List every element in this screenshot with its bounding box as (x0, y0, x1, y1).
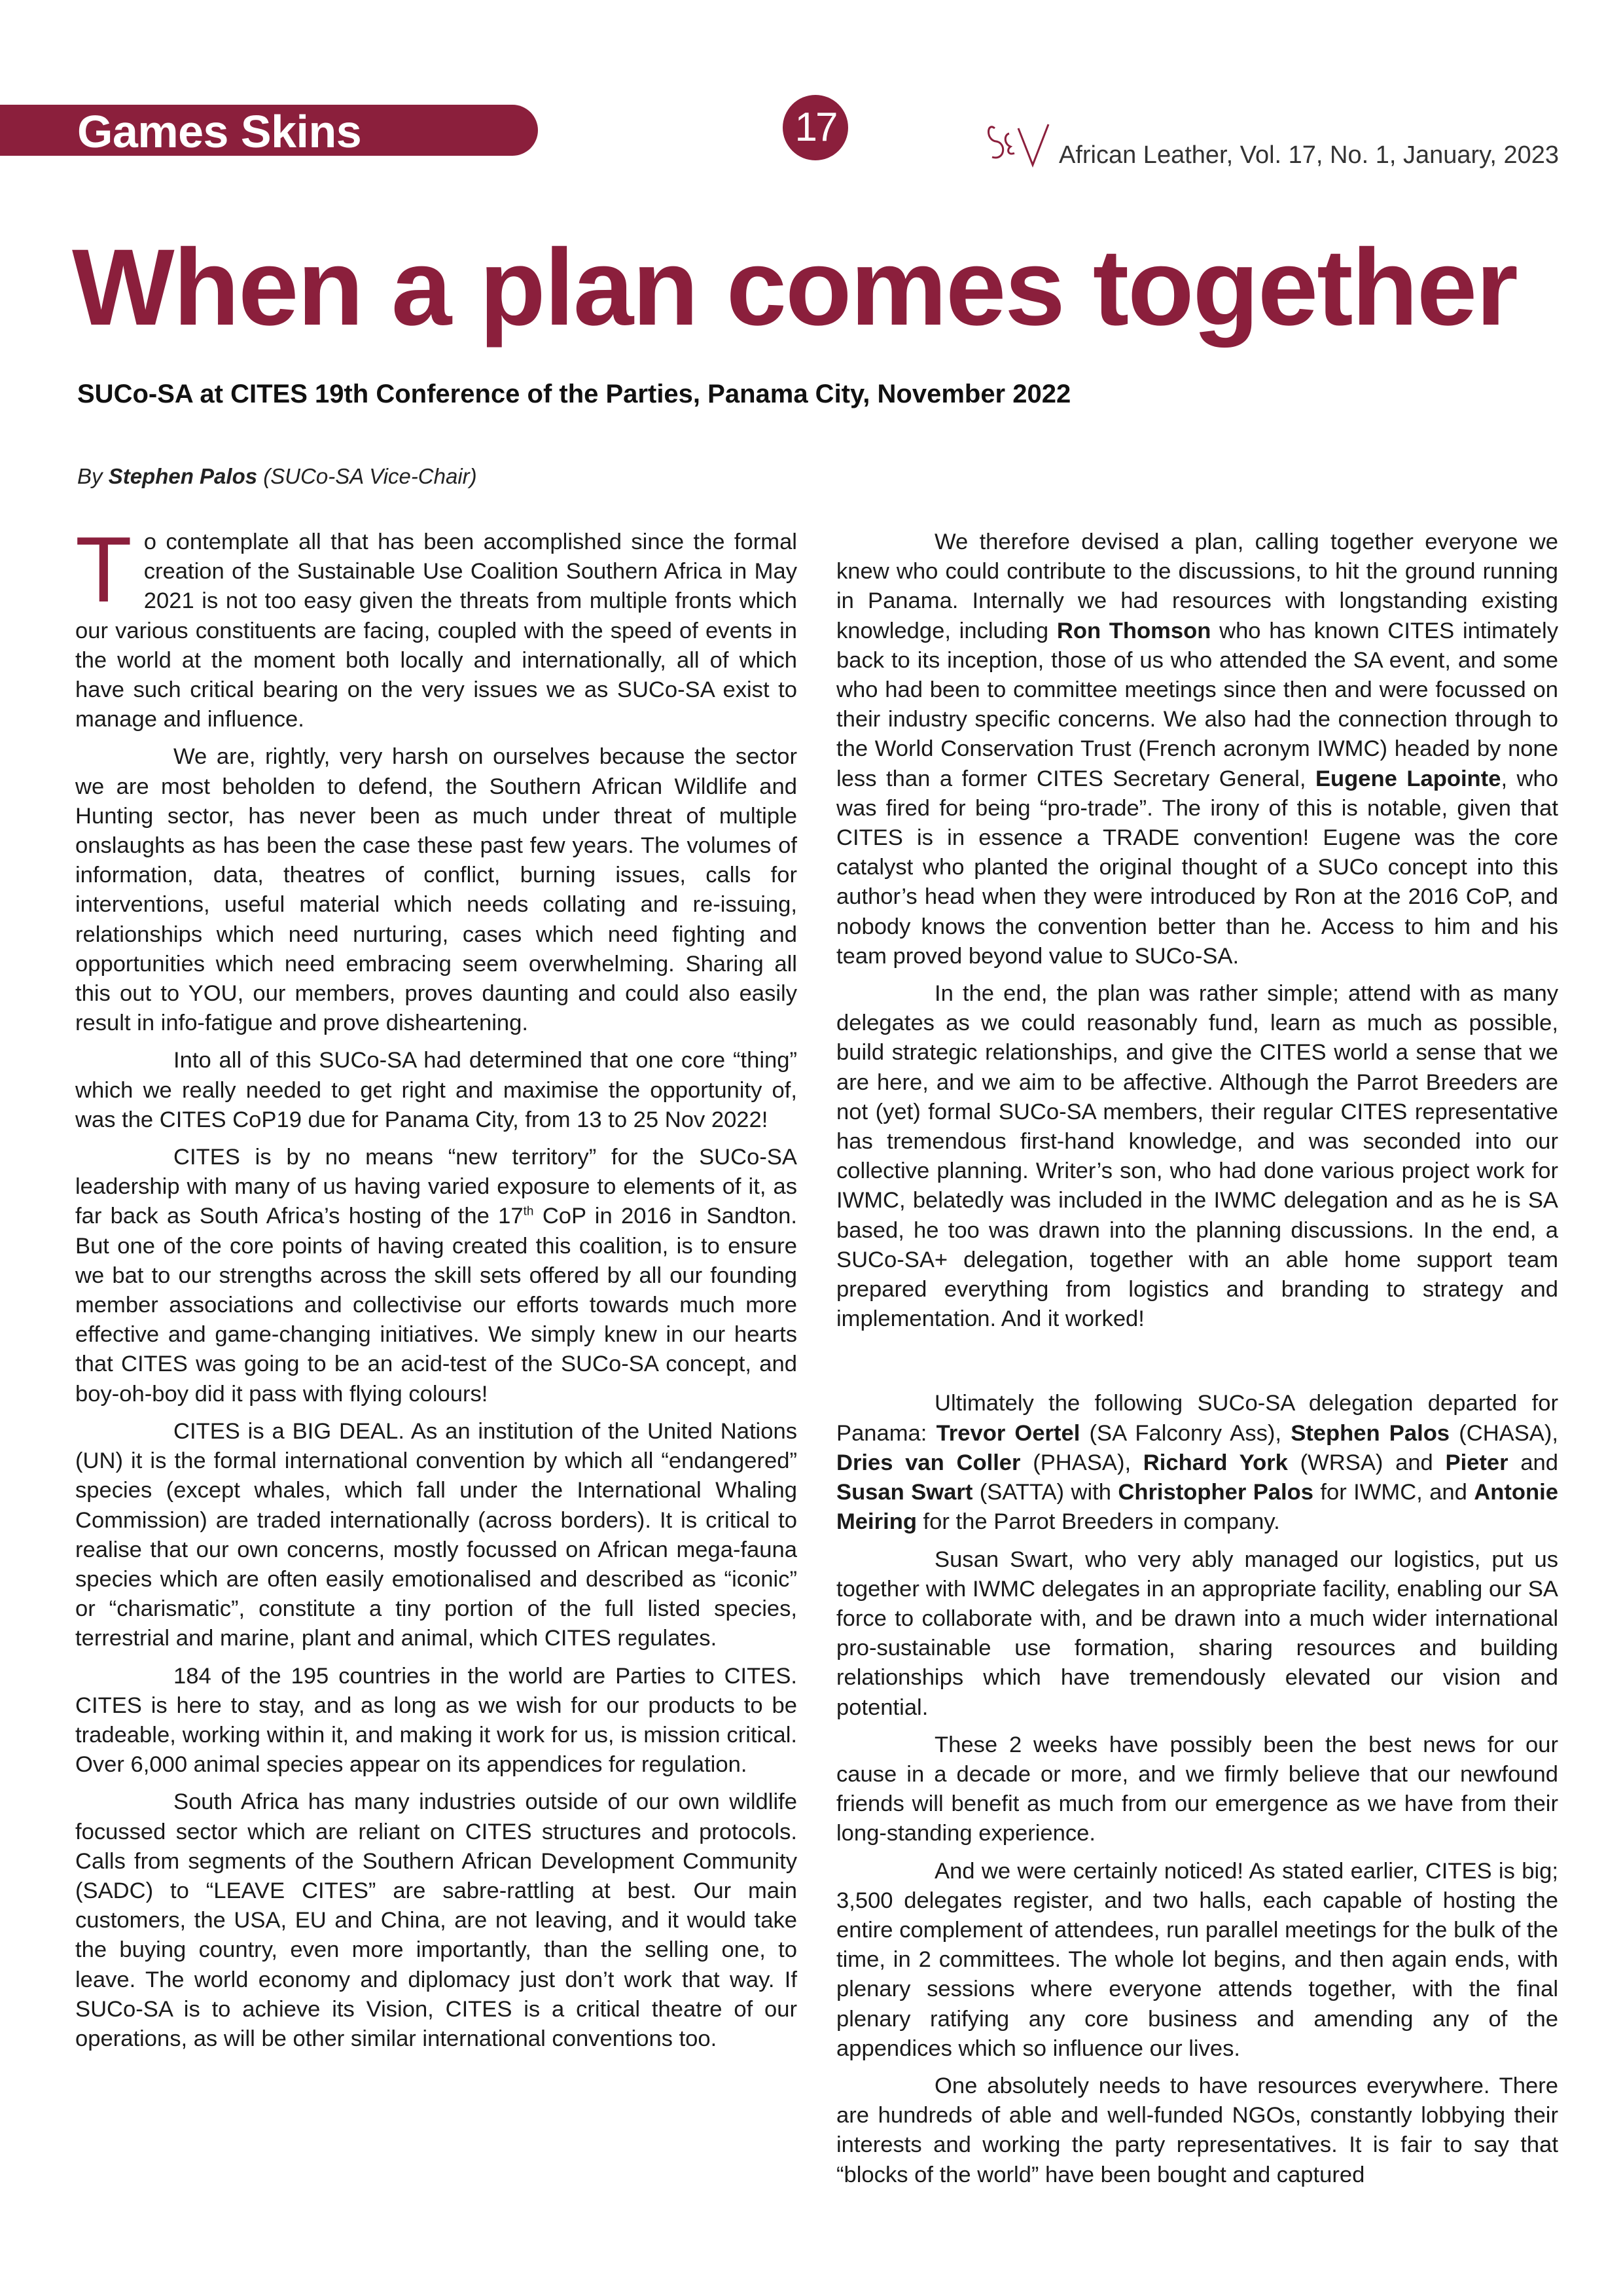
paragraph: Susan Swart, who very ably managed our logistics, put us together with IWMC delegates in an appropriate facility, enabling our SA force to collaborate with, and be drawn into a much wider international pro-sustainable use formation, sharing resources and building relationships which have tremendously elevated our vision and potential. (836, 1547, 1558, 1720)
left-column (75, 518, 797, 2062)
section-label: Games Skins (77, 106, 362, 157)
masthead (980, 109, 1559, 174)
headline: When a plan comes together (72, 227, 1517, 348)
byline (77, 460, 477, 493)
paragraph: CITES is by no means “new territory” for the SUCo-SA leadership with many of us having varied exposure to elements of it, as far back as South Africa’s hosting of the 17th CoP in 2016 in Sandton. But one of the core points of having created this coalition, is to ensure we bat to our strengths across the skill sets offered by all our founding member associations and collectivise our efforts towards much more effective and game-changing initiatives. We simply knew in our hearts that CITES was going to be an acid-test of the SUCo-SA concept, and boy-oh-boy did it pass with flying colours! (75, 1145, 797, 1407)
author-role: (SUCo-SA Vice-Chair) (263, 464, 477, 488)
paragraph: South Africa has many industries outside of our own wildlife focussed sector which are reliant on CITES structures and protocols. Calls from segments of the Southern African Development Community (SADC) to “LEAVE CITES” are sabre-rattling at best. Our main customers, the USA, EU and China, are not leaving, and it would take the buying country, even more importantly, than the selling one, to leave. The world economy and diplomacy just don’t work that way. If SUCo-SA is to achieve its Vision, CITES is a critical theatre of our operations, as will be other similar international conventions too. (75, 1789, 797, 2051)
subheadline: SUCo-SA at CITES 19th Conference of the Parties, Panama City, November 2022 (77, 380, 1071, 408)
paragraph: We therefore devised a plan, calling together everyone we knew who could contribute to the discussions, to hit the ground running in Panama. Internally we had resources with longstanding existing knowledge, including Ron Thomson who has known CITES intimately back to its inception, those of us who attended the SA event, and some who had been to committee meetings since then and were focussed on their industry specific concerns. We also had the connection through to the World Conservation Trust (French acronym IWMC) headed by none less than a former CITES Secretary General, Eugene Lapointe, who was fired for being “pro-trade”. The irony of this is notable, given that CITES is in essence a TRADE convention! Eugene was the core catalyst who planted the original thought of a SUCo concept into this author’s head when they were introduced by Ron at the 2016 CoP, and nobody knows the convention better than he. Access to him and his team proved beyond value to SUCo-SA. (836, 529, 1558, 969)
paragraph: Ultimately the following SUCo-SA delegation departed for Panama: Trevor Oertel (SA Falconry Ass), Stephen Palos (CHASA), Dries van Coller (PHASA), Richard York (WRSA) and Pieter and Susan Swart (SATTA) with Christopher Palos for IWMC, and Antonie Meiring for the Parrot Breeders in company. (836, 1391, 1559, 1535)
svg-text:S&V: S&V (980, 173, 983, 174)
right-column (836, 528, 1558, 2198)
person-name: Ron Thomson (1056, 618, 1211, 643)
paragraph: These 2 weeks have possibly been the best news for our cause in a decade or more, and we firmly believe that our newfound friends will benefit as much from our emergence as we have from their long-standing experience. (836, 1732, 1558, 1846)
paragraph: Into all of this SUCo-SA had determined that one core “thing” which we really needed to get right and maximise the opportunity of, was the CITES CoP19 due for Panama City, from 13 to 25 Nov 2022! (75, 1048, 797, 1132)
paragraph: We are, rightly, very harsh on ourselves because the sector we are most beholden to defend, the Southern African Wildlife and Hunting sector, has never been as much under threat of multiple onslaughts as has been the case these past few years. The volumes of information, data, theatres of conflict, burning issues, calls for interventions, useful material which needs collating and re-issuing, relationships which need nurturing, cases which need fighting and opportunities which need embracing seem overwhelming. Sharing all this out to YOU, our members, proves daunting and could also easily result in info-fatigue and prove disheartening. (75, 744, 797, 1036)
publication-info: African Leather, Vol. 17, No. 1, January, 2023 (1058, 141, 1559, 169)
paragraph: To contemplate all that has been accomplished since the formal creation of the Sustainable Use Coalition Southern Africa in May 2021 is not too easy given the threats from multiple fronts which our various constituents are facing, coupled with the speed of events in the world at the moment both locally and internationally, all of which have such critical bearing on the very issues we as SUCo-SA exist to manage and influence. (75, 518, 797, 732)
person-name: Eugene Lapointe (1315, 766, 1501, 791)
paragraph: One absolutely needs to have resources everywhere. There are hundreds of able and well-funded NGOs, constantly lobbying their interests and working the party representatives. It is fair to say that “blocks of the world” have been bought and captured (836, 2073, 1558, 2187)
drop-cap: T (75, 518, 132, 622)
paragraph: 184 of the 195 countries in the world are Parties to CITES. CITES is here to stay, and as long as we wish for our products to be tradeable, working within it, and making it work for us, is mission critical. Over 6,000 animal species appear on its appendices for regulation. (75, 1663, 797, 1778)
paragraph: CITES is a BIG DEAL. As an institution of the United Nations (UN) it is the formal international convention by which all “endangered” species (except whales, which fall under the International Whaling Commission) are traded internationally (across borders). It is critical to realise that our own concerns, mostly focussed on African mega-fauna species which are often easily emotionalised and described as “iconic” or “charismatic”, constitute a tiny portion of the full listed species, terrestrial and marine, plant and animal, which CITES regulates. (75, 1418, 797, 1651)
byline-prefix: By (77, 464, 103, 488)
publisher-logo (980, 109, 1052, 174)
page-number: 17 (783, 95, 848, 160)
author-name: Stephen Palos (108, 464, 258, 488)
paragraph: And we were certainly noticed! As stated earlier, CITES is big; 3,500 delegates register, and two halls, each capable of hosting the entire complement of attendees, run parallel meetings for the bulk of the time, in 2 committees. The whole lot begins, and then again ends, with plenary sessions where everyone attends together, with the final plenary ratifying any core business and amending any of the appendices which so influence our lives. (836, 1858, 1558, 2061)
paragraph: In the end, the plan was rather simple; attend with as many delegates as we could reasonably fund, learn as much as possible, build strategic relationships, and give the CITES world a sense that we are here, and we aim to be affective. Although the Parrot Breeders are not (yet) formal SUCo-SA members, their regular CITES representative has tremendous first-hand knowledge, and was seconded into our collective planning. Writer’s son, who had done various project work for IWMC, belatedly was included in the IWMC delegation and as he is SA based, he too was drawn into the planning discussions. In the end, a SUCo-SA+ delegation, together with an able home support team prepared everything from logistics and branding to strategy and implementation. And it worked! (836, 981, 1558, 1332)
